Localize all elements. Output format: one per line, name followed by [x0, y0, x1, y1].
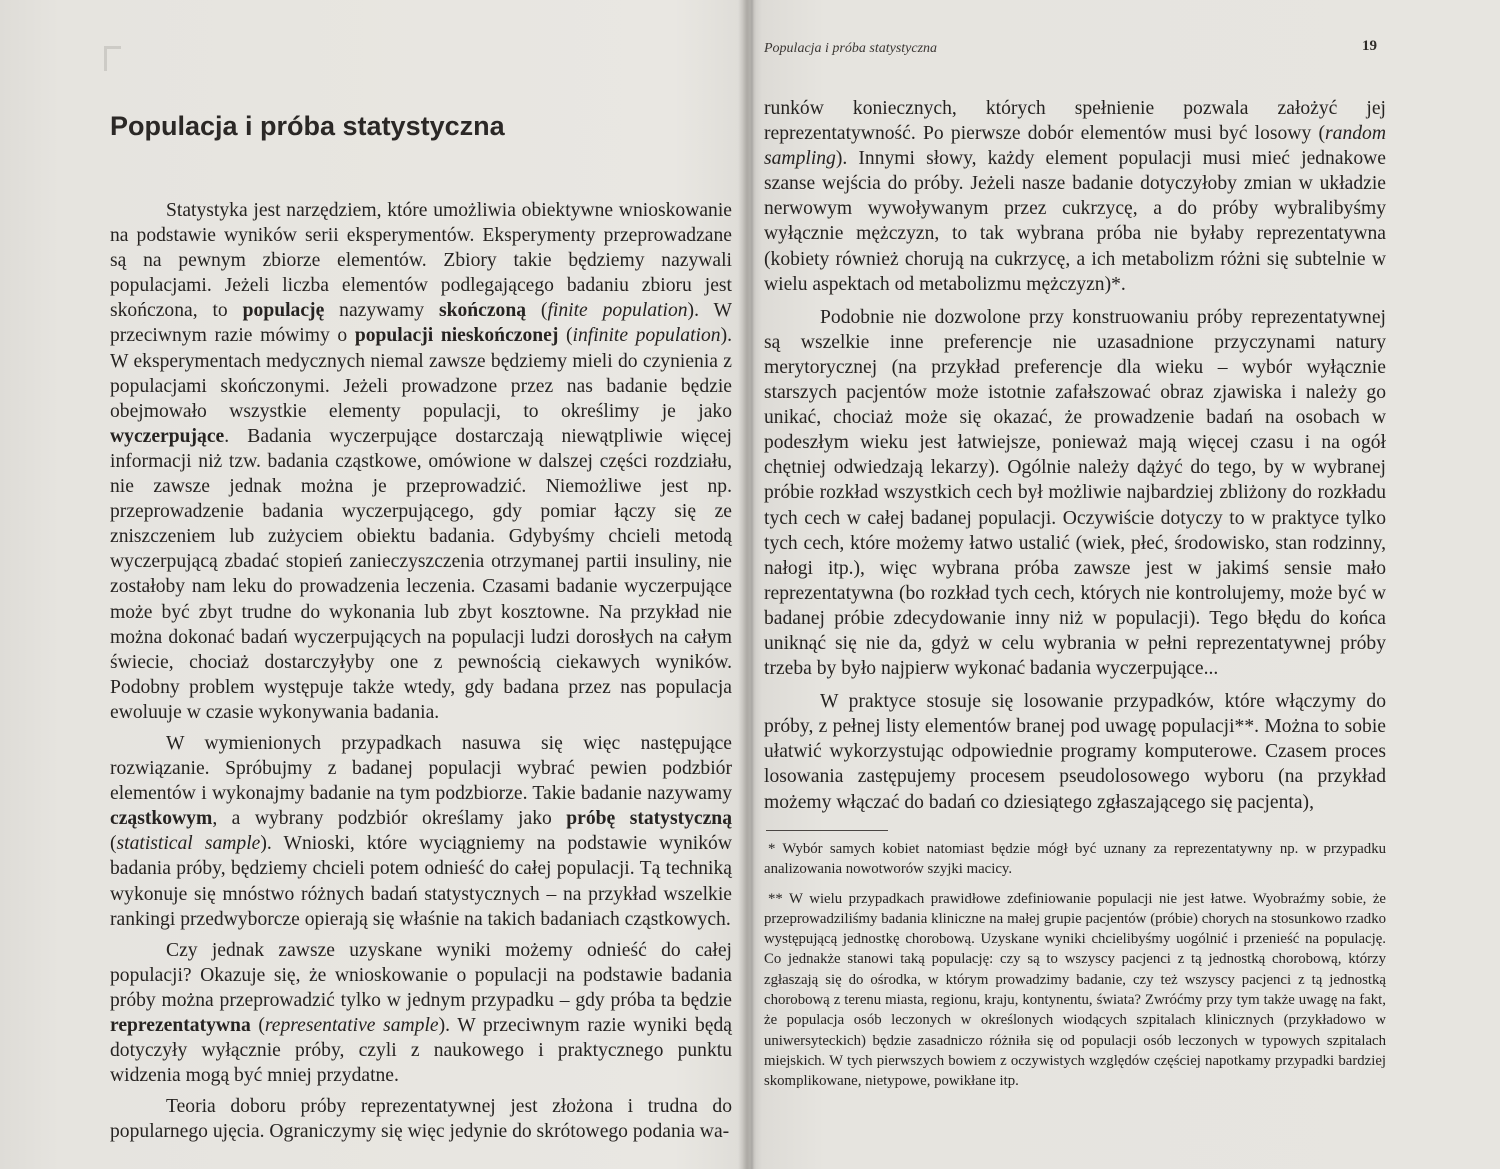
- term-bold: populację: [242, 300, 325, 322]
- page-number: 19: [1362, 38, 1377, 54]
- term-italic: finite population: [547, 300, 688, 322]
- right-page-body: [764, 96, 1386, 815]
- left-page-body: [110, 198, 732, 1144]
- term-bold: populacji nieskończonej: [354, 325, 559, 347]
- term-bold: cząstkowym: [110, 808, 213, 830]
- term-bold: reprezentatywna: [110, 1015, 251, 1036]
- term-italic: random sampling: [764, 123, 1386, 170]
- paragraph: W praktyce stosuje się losowanie przypadków, które włączymy do próby, z pełnej listy elementów branej pod uwagę populacji**. Można to sobie ułatwić wykorzystując odpowiednie programy komputerowe. Czasem proces losowania zastępujemy procesem pseudolosowego wyboru (na przykład możemy włączać do badań co dziesiątego zgłaszającego się pacjenta),: [764, 691, 1386, 813]
- footnote-divider: [766, 830, 888, 831]
- running-header: Populacja i próba statystyczna: [764, 41, 938, 56]
- term-bold: skończoną: [438, 300, 527, 322]
- term-bold: próbę statystyczną: [566, 808, 733, 830]
- footnote: * Wybór samych kobiet natomiast będzie mógł być uznany za reprezentatywny np. w przypadku analizowania nowotworów szyjki macicy.: [764, 841, 1386, 878]
- paragraph: runków koniecznych, których spełnienie pozwala założyć jej reprezentatywność. Po pierwsze dobór elementów musi być losowy (random sampling). Innymi słowy, każdy element populacji musi mieć jednakowe szanse wejścia do próby. Jeżeli nasze badanie dotyczyłoby zmian w układzie nerwowym wywoływanym przez cukrzycę, a do próby wybralibyśmy wyłącznie mężczyzn, to tak wybrana próba nie byłaby reprezentatywna (kobiety również chorują na cukrzycę, a ich metabolizm różni się subtelnie w wielu aspektach od metabolizmu mężczyzn)*.: [764, 98, 1386, 295]
- footnote: ** W wielu przypadkach prawidłowe zdefiniowanie populacji nie jest łatwe. Wyobraźmy sobie, że przeprowadziliśmy badania kliniczne na małej grupie pacjentów (próbie) chorych na stosunkowo rzadko występującą jednostkę chorobową. Uzyskane wyniki chcielibyśmy uogólnić i przenieść na populację. Co jednakże stanowi taką populację: czy są to wszyscy pacjenci z tą jednostką chorobową, którzy zgłaszają się do ośrodka, w którym prowadzimy badanie, czy też wszyscy pacjenci z tą jednostką chorobową z terenu miasta, regionu, kraju, kontynentu, świata? Zwróćmy przy tym także uwagę na fakt, że populacja osób leczonych w określonych wiodących szpitalach klinicznych (przykładowo w uniwersyteckich) będzie zasadniczo różniła się od populacji osób leczonych w typowych szpitalach miejskich. W tych pierwszych bowiem z oczywistych względów częściej napotkamy przypadki bardziej skomplikowane, nietypowe, powikłane itp.: [764, 890, 1386, 1090]
- paragraph: Czy jednak zawsze uzyskane wyniki możemy odnieść do całej populacji? Okazuje się, że wnioskowanie o populacji na podstawie badania próby można przeprowadzić tylko w jednym przypadku – gdy próba ta będzie reprezentatywna (representative sample). W przeciwnym razie wyniki będą dotyczyły wyłącznie próby, czyli z naukowego i praktycznego punktu widzenia mogą być mniej przydatne.: [110, 939, 732, 1087]
- term-italic: infinite population: [572, 325, 721, 347]
- term-italic: representative sample: [264, 1015, 439, 1036]
- term-italic: statistical sample: [116, 833, 261, 855]
- paragraph: Podobnie nie dozwolone przy konstruowaniu próby reprezentatywnej są wszelkie inne preferencje nie uzasadnione przyczynami natury merytorycznej (na przykład preferencje dla wieku – wybór wyłącznie starszych pacjentów może istotnie zafałszować obraz zjawiska i należy go unikać, chociaż może się okazać, że prowadzenie badań na osobach w podeszłym wieku jest łatwiejsze, ponieważ mają więcej czasu i na ogół chętniej odwiedzają lekarzy). Ogólnie należy dążyć do tego, by w wybranej próbie rozkład wszystkich cech był możliwie najbardziej zbliżony do rozkładu tych cech w całej badanej populacji. Oczywiście dotyczy to w praktyce tylko tych cech, które możemy łatwo ustalić (wiek, płeć, środowisko, stan rodzinny, nałogi itp.), więc wybrana próba zawsze jest w jakimś sensie mało reprezentatywna (bo rozkład tych cech, których nie kontrolujemy, może być w badanej próbie zdecydowanie inny niż w populacji). Tego błędu do końca uniknąć się nie da, gdyż w celu wybrania w pełni reprezentatywnej próby trzeba by było najpierw wykonać badania wyczerpujące...: [764, 306, 1386, 680]
- chapter-title: Populacja i próba statystyczna: [110, 111, 505, 141]
- paragraph: Teoria doboru próby reprezentatywnej jest złożona i trudna do popularnego ujęcia. Ograniczymy się więc jedynie do skrótowego podania wa-: [110, 1096, 732, 1143]
- term-bold: wyczerpujące: [110, 425, 225, 447]
- footnotes: [764, 839, 1386, 1092]
- paragraph: W wymienionych przypadkach nasuwa się więc następujące rozwiązanie. Spróbujmy z badanej populacji wybrać pewien podzbiór elementów i wykonajmy badanie na tym podzbiorze. Takie badanie nazywamy cząstkowym, a wybrany podzbiór określamy jako próbę statystyczną (statistical sample). Wnioski, które wyciągniemy na podstawie wyników badania próby, będziemy chcieli potem odnieść do całej populacji. Tą techniką wykonuje się mnóstwo różnych badań statystycznych – na przykład wszelkie rankingi przedwyborcze opierają się właśnie na takich badaniach cząstkowych.: [110, 732, 733, 930]
- bleed-through-mark: [104, 46, 121, 71]
- paragraph: Statystyka jest narzędziem, które umożliwia obiektywne wnioskowanie na podstawie wyników serii eksperymentów. Eksperymenty przeprowadzane są na pewnym zbiorze elementów. Zbiory takie będziemy nazywali populacjami. Jeżeli liczba elementów podlegającego badaniu zbioru jest skończona, to populację nazywamy skończoną (finite population). W przeciwnym razie mówimy o populacji nieskończonej (infinite population). W eksperymentach medycznych niemal zawsze będziemy mieli do czynienia z populacjami skończonymi. Jeżeli prowadzone przez nas badanie będzie obejmowało wszystkie elementy populacji, to określimy je jako wyczerpujące. Badania wyczerpujące dostarczają niewątpliwie więcej informacji niż tzw. badania cząstkowe, omówione w dalszej części rozdziału, nie zawsze jednak można je przeprowadzić. Niemożliwe jest np. przeprowadzenie badania wyczerpującego, gdy pomiar łączy się ze zniszczeniem lub zużyciem obiektu badania. Gdybyśmy chcieli metodą wyczerpującą zbadać stopień zanieczyszczenia otrzymanej partii insuliny, nie zostałoby nam leku do prowadzenia leczenia. Czasami badanie wyczerpujące może być zbyt trudne do wykonania lub zbyt kosztowne. Na przykład nie można dokonać badań wyczerpujących na populacji ludzi dorosłych na całym świecie, chociaż dostarczyłyby one z pewnością ciekawych wyników. Podobny problem występuje także wtedy, gdy badana przez nas populacja ewoluuje w czasie wykonywania badania.: [110, 200, 732, 723]
